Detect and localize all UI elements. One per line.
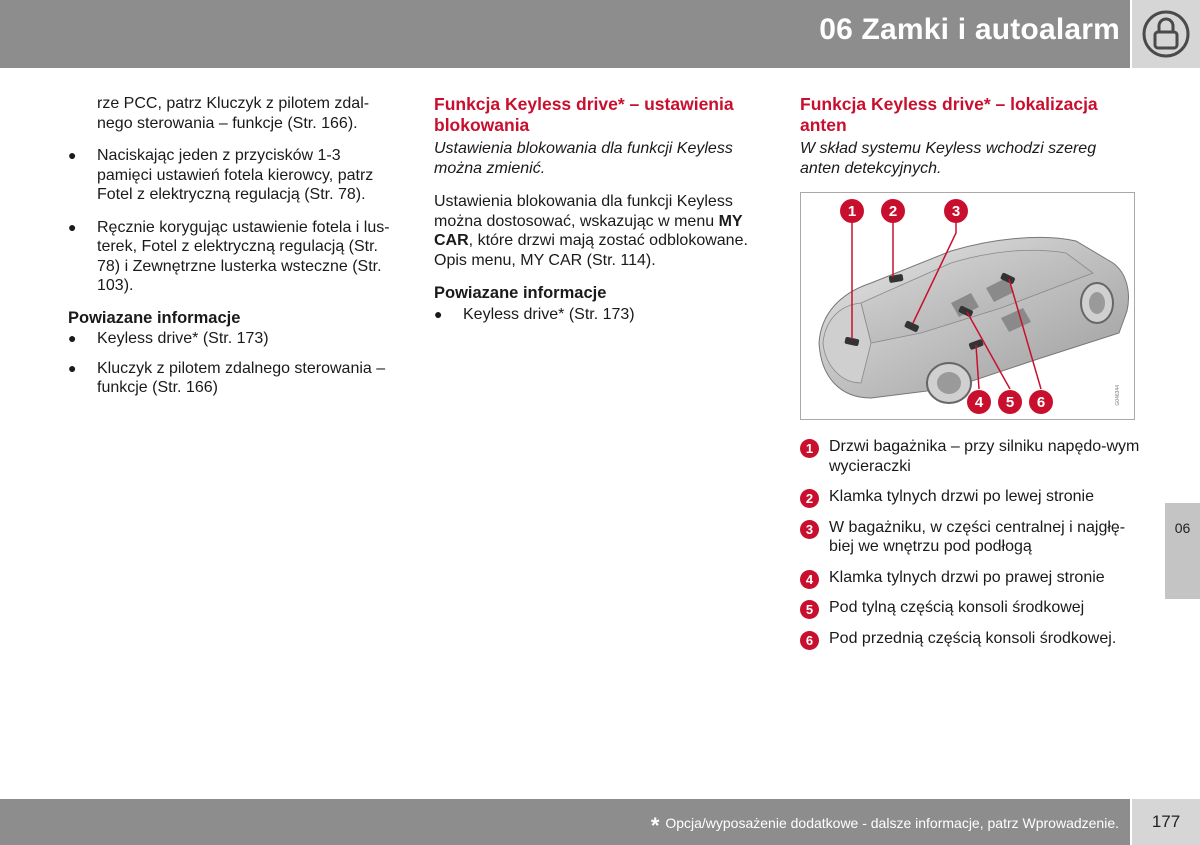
section-heading: Funkcja Keyless drive* – lokalizacja anten xyxy=(800,94,1098,135)
bullet-icon: ● xyxy=(434,305,443,322)
legend-item: 1 Drzwi bagażnika – przy silniku napędo-wym wycieraczki xyxy=(800,437,1140,476)
section-intro: W skład systemu Keyless wchodzi szereg anten detekcyjnych. xyxy=(800,140,1097,177)
svg-text:5: 5 xyxy=(1005,394,1015,411)
column-middle xyxy=(434,94,764,334)
header-bar xyxy=(0,0,1130,68)
section-intro: Ustawienia blokowania dla funkcji Keyless można zmienić. xyxy=(434,140,733,177)
legend-item: 3 W bagażniku, w części centralnej i najgłę-biej we wnętrzu pod podłogą xyxy=(800,518,1140,557)
number-badge: 2 xyxy=(800,489,819,508)
legend-item: 2 Klamka tylnych drzwi po lewej stronie xyxy=(800,487,1140,507)
svg-text:1: 1 xyxy=(847,203,857,220)
section-heading: Funkcja Keyless drive* – ustawienia blokowania xyxy=(434,94,734,135)
related-link[interactable]: ● Keyless drive* (Str. 173) xyxy=(68,330,269,347)
legend-item: 6 Pod przednią częścią konsoli środkowej. xyxy=(800,629,1140,649)
legend-item: 5 Pod tylną częścią konsoli środkowej xyxy=(800,598,1140,618)
chapter-tab-label: 06 xyxy=(1174,520,1191,536)
bullet-icon: ● xyxy=(68,359,77,376)
column-right xyxy=(800,94,1140,659)
car-illustration xyxy=(801,193,1136,421)
bullet-icon: ● xyxy=(68,218,77,235)
page-number-box xyxy=(1132,799,1200,845)
list-item: ● Naciskając jeden z przycisków 1-3 pamięci ustawień fotela kierowcy, patrz Fotel z elektryczną regulacją (Str. 78). xyxy=(68,147,374,203)
svg-text:4: 4 xyxy=(974,394,984,411)
figure-code: G046344 xyxy=(1114,385,1121,406)
chapter-icon-box xyxy=(1132,0,1200,68)
legend-item: 4 Klamka tylnych drzwi po prawej stronie xyxy=(800,568,1140,588)
footer-bar xyxy=(0,799,1130,845)
svg-text:2: 2 xyxy=(888,203,898,220)
related-heading: Powiazane informacje xyxy=(434,284,607,302)
number-badge: 3 xyxy=(800,520,819,539)
bullet-icon: ● xyxy=(68,330,77,346)
footnote: * Opcja/wyposażenie dodatkowe - dalsze informacje, patrz Wprowadzenie. xyxy=(650,813,1119,838)
related-heading: Powiazane informacje xyxy=(68,308,241,327)
callout-1 xyxy=(840,199,864,223)
callout-3 xyxy=(944,199,968,223)
bullet-icon: ● xyxy=(68,147,77,163)
menu-name: MY CAR xyxy=(434,212,743,249)
page-number: 177 xyxy=(1151,812,1181,831)
chapter-tab[interactable] xyxy=(1165,503,1200,599)
list-item: ● Ręcznie korygując ustawienie fotela i lus-terek, Fotel z elektryczną regulacją (Str. 78) i Zewnętrzne lusterka wsteczne (Str. 103). xyxy=(68,218,390,294)
svg-text:6: 6 xyxy=(1036,394,1046,411)
padlock-icon xyxy=(1141,9,1191,59)
column-left xyxy=(68,94,398,408)
svg-text:3: 3 xyxy=(951,203,961,220)
page-title: 06 Zamki i autoalarm xyxy=(819,13,1120,46)
number-badge: 6 xyxy=(800,631,819,650)
callout-4 xyxy=(967,390,991,414)
number-badge: 4 xyxy=(800,570,819,589)
antenna-location-figure xyxy=(800,192,1135,420)
number-badge: 5 xyxy=(800,600,819,619)
callout-5 xyxy=(998,390,1022,414)
related-link[interactable]: ● Keyless drive* (Str. 173) xyxy=(434,305,635,323)
callout-6 xyxy=(1029,390,1053,414)
continued-text: rze PCC, patrz Kluczyk z pilotem zdal-nego sterowania – funkcje (Str. 166). xyxy=(97,95,370,132)
callout-2 xyxy=(881,199,905,223)
section-body: Ustawienia blokowania dla funkcji Keyless można dostosować, wskazując w menu MY CAR, które drzwi mają zostać odblokowane. Opis menu, MY CAR (Str. 114). xyxy=(434,193,748,269)
number-badge: 1 xyxy=(800,439,819,458)
asterisk: * xyxy=(650,813,660,838)
related-link[interactable]: ● Kluczyk z pilotem zdalnego sterowania – funkcje (Str. 166) xyxy=(68,359,386,396)
